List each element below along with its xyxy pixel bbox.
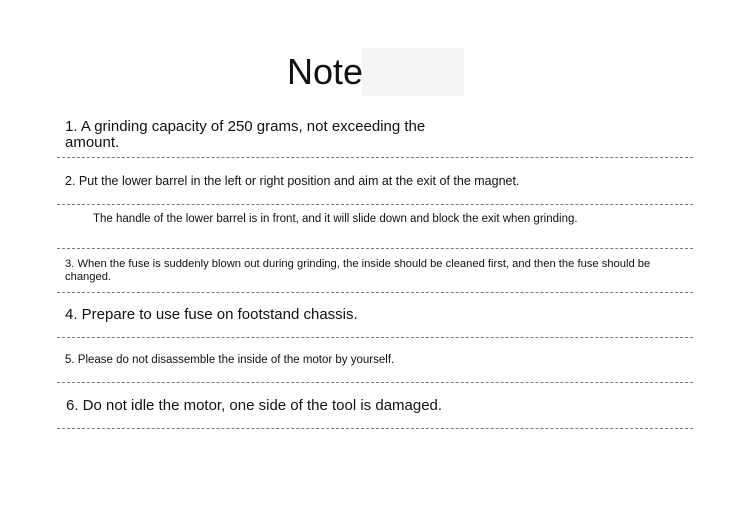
dashed-divider xyxy=(57,292,693,293)
note-item-4: 4. Prepare to use fuse on footstand chassis. xyxy=(65,306,358,323)
note-item-3: 3. When the fuse is suddenly blown out during grinding, the inside should be cleaned first, and then the fuse should be changed. xyxy=(65,258,651,283)
dashed-divider xyxy=(57,337,693,338)
note-item-1: 1. A grinding capacity of 250 grams, not exceeding the amount. xyxy=(65,118,426,151)
title-highlight xyxy=(362,48,464,96)
note-item-6: 6. Do not idle the motor, one side of the tool is damaged. xyxy=(66,397,443,414)
dashed-divider xyxy=(57,428,693,429)
dashed-divider xyxy=(57,382,693,383)
dashed-divider xyxy=(57,157,693,158)
note-item-2-detail: The handle of the lower barrel is in front, and it will slide down and block the exit when grinding. xyxy=(93,213,578,225)
dashed-divider xyxy=(57,248,693,249)
note-item-5: 5. Please do not disassemble the inside of the motor by yourself. xyxy=(65,354,395,366)
page-title: Note xyxy=(287,51,364,92)
dashed-divider xyxy=(57,204,693,205)
note-item-2: 2. Put the lower barrel in the left or right position and aim at the exit of the magnet. xyxy=(65,174,520,188)
